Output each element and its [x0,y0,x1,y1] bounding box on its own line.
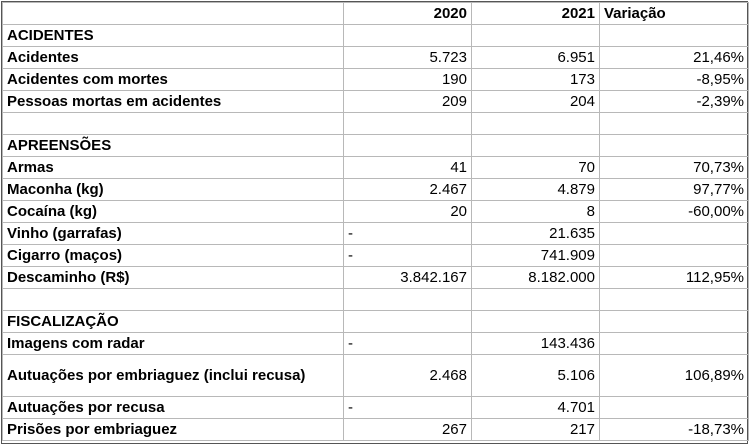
section-title: APREENSÕES [3,135,344,157]
empty-cell [344,25,472,47]
variation-value: -8,95% [600,69,749,91]
value-2020: 5.723 [344,47,472,69]
table-row [3,245,749,267]
empty-cell [344,113,472,135]
value-2021: 204 [472,91,600,113]
variation-value: -18,73% [600,419,749,441]
header-year-2021: 2021 [472,3,600,25]
row-label: Pessoas mortas em acidentes [3,91,344,113]
table-row [3,201,749,223]
value-2021: 741.909 [472,245,600,267]
variation-value [600,223,749,245]
value-2021: 6.951 [472,47,600,69]
value-2020: 190 [344,69,472,91]
value-2020: 41 [344,157,472,179]
empty-cell [600,135,749,157]
row-label: Acidentes com mortes [3,69,344,91]
value-2020: 3.842.167 [344,267,472,289]
table-row [3,355,749,397]
empty-cell [600,311,749,333]
empty-cell [472,25,600,47]
header-empty-cell [3,3,344,25]
table-row [3,223,749,245]
variation-value: 70,73% [600,157,749,179]
table-row [3,419,749,441]
variation-value: 21,46% [600,47,749,69]
row-label: Imagens com radar [3,333,344,355]
value-2020: 20 [344,201,472,223]
row-label: Maconha (kg) [3,179,344,201]
table-row [3,47,749,69]
row-label: Autuações por embriaguez (inclui recusa) [3,355,344,397]
spacer-row [3,289,749,311]
value-2020: 267 [344,419,472,441]
value-2021: 8 [472,201,600,223]
row-label: Cigarro (maços) [3,245,344,267]
empty-cell [3,113,344,135]
section-header-row [3,135,749,157]
empty-cell [472,113,600,135]
value-2021: 5.106 [472,355,600,397]
table-row [3,91,749,113]
spacer-row [3,113,749,135]
value-2020: - [344,223,472,245]
row-label: Descaminho (R$) [3,267,344,289]
value-2020: 2.468 [344,355,472,397]
empty-cell [600,113,749,135]
value-2021: 70 [472,157,600,179]
empty-cell [344,289,472,311]
value-2021: 217 [472,419,600,441]
table-row [3,69,749,91]
variation-value: 97,77% [600,179,749,201]
variation-value: -2,39% [600,91,749,113]
table-row [3,179,749,201]
row-label: Vinho (garrafas) [3,223,344,245]
value-2021: 143.436 [472,333,600,355]
empty-cell [472,135,600,157]
value-2020: - [344,245,472,267]
section-title: ACIDENTES [3,25,344,47]
value-2021: 173 [472,69,600,91]
statistics-table [2,2,749,441]
row-label: Armas [3,157,344,179]
row-label: Autuações por recusa [3,397,344,419]
section-header-row [3,311,749,333]
empty-cell [472,289,600,311]
section-title: FISCALIZAÇÃO [3,311,344,333]
value-2020: - [344,397,472,419]
header-row [3,3,749,25]
table-row [3,157,749,179]
variation-value [600,245,749,267]
empty-cell [600,25,749,47]
table-row [3,267,749,289]
header-variation: Variação [600,3,749,25]
variation-value: 106,89% [600,355,749,397]
variation-value: 112,95% [600,267,749,289]
row-label: Prisões por embriaguez [3,419,344,441]
value-2020: 209 [344,91,472,113]
value-2021: 4.879 [472,179,600,201]
row-label: Acidentes [3,47,344,69]
row-label: Cocaína (kg) [3,201,344,223]
variation-value: -60,00% [600,201,749,223]
value-2020: - [344,333,472,355]
variation-value [600,333,749,355]
value-2021: 8.182.000 [472,267,600,289]
variation-value [600,397,749,419]
empty-cell [344,311,472,333]
table-row [3,397,749,419]
empty-cell [3,289,344,311]
value-2021: 21.635 [472,223,600,245]
value-2021: 4.701 [472,397,600,419]
empty-cell [600,289,749,311]
empty-cell [344,135,472,157]
table-row [3,333,749,355]
header-year-2020: 2020 [344,3,472,25]
spreadsheet [1,1,748,444]
section-header-row [3,25,749,47]
value-2020: 2.467 [344,179,472,201]
empty-cell [472,311,600,333]
